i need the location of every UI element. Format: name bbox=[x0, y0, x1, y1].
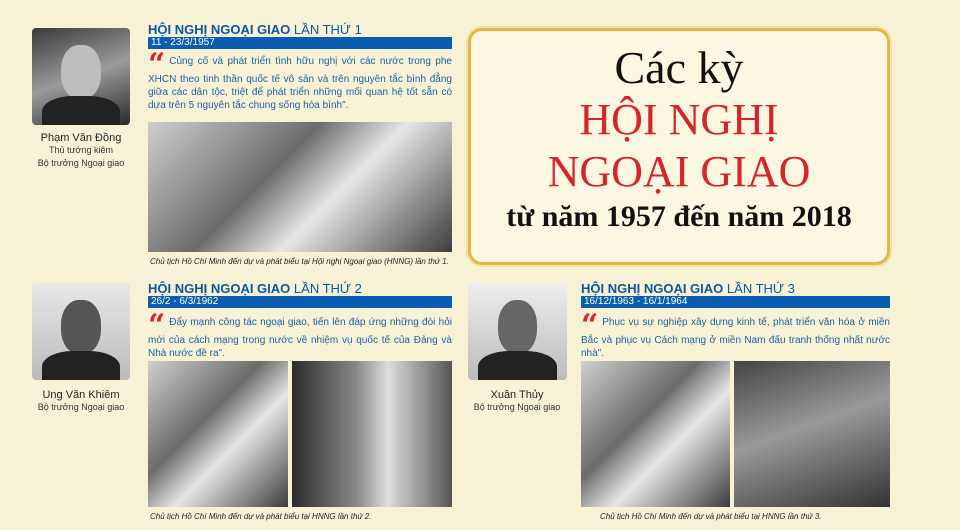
photo-caption: Chủ tịch Hồ Chí Minh đến dự và phát biểu tại HNNG lần thứ 3. bbox=[600, 512, 822, 521]
section-title: HỘI NGHỊ NGOẠI GIAO LẦN THỨ 3 bbox=[581, 281, 795, 296]
conference-2 bbox=[148, 281, 452, 360]
title-line-4: từ năm 1957 đến năm 2018 bbox=[506, 200, 852, 233]
person-role: Thủ tướng kiêm bbox=[49, 145, 113, 155]
photo-caption: Chủ tịch Hồ Chí Minh đến dự và phát biểu tại Hội nghị Ngoại giao (HNNG) lần thứ 1. bbox=[150, 257, 449, 266]
date-bar: 16/12/1963 - 16/1/1964 bbox=[581, 296, 890, 308]
conference-3 bbox=[581, 281, 890, 360]
title-box bbox=[468, 28, 890, 265]
photo-conference-3a bbox=[581, 361, 730, 507]
photo-conference-2b bbox=[292, 361, 452, 507]
photo-caption: Chủ tịch Hồ Chí Minh đến dự và phát biểu tại HNNG lần thứ 2. bbox=[150, 512, 372, 521]
portrait-pham-van-dong bbox=[32, 28, 130, 125]
quote: “ Phục vụ sự nghiệp xây dựng kinh tế, phát triển văn hóa ở miền Bắc và phục vụ Cách mạng ở miền Nam đấu tranh thống nhất nước nhà". bbox=[581, 308, 890, 359]
quote: “ Đẩy mạnh công tác ngoại giao, tiến lên đáp ứng những đòi hỏi mới của cách mạng trong nước về nhiệm vụ quốc tế của Đảng và Nhà nước đề ra". bbox=[148, 308, 452, 359]
person-role: Bộ trưởng Ngoại giao bbox=[37, 402, 125, 412]
title-line-3: NGOẠI GIAO bbox=[547, 147, 811, 196]
quote-icon: “ bbox=[581, 308, 599, 343]
photo-conference-3b bbox=[734, 361, 890, 507]
person-role: Bộ trưởng Ngoại giao bbox=[473, 402, 561, 412]
person-name: Xuân Thủy bbox=[490, 389, 544, 401]
portrait-ung-van-khiem bbox=[32, 283, 130, 380]
conference-1 bbox=[148, 22, 452, 112]
quote-icon: “ bbox=[148, 308, 166, 343]
person-role: Bộ trưởng Ngoại giao bbox=[37, 158, 125, 168]
title-line-1: Các kỳ bbox=[614, 42, 744, 93]
date-bar: 26/2 - 6/3/1962 bbox=[148, 296, 452, 308]
photo-conference-2a bbox=[148, 361, 288, 507]
person-name: Phạm Văn Đồng bbox=[40, 132, 122, 144]
date-bar: 11 - 23/3/1957 bbox=[148, 37, 452, 49]
section-title: HỘI NGHỊ NGOẠI GIAO LẦN THỨ 1 bbox=[148, 22, 362, 37]
quote: “ Củng cố và phát triển tình hữu nghị với các nước trong phe XHCN theo tinh thần quốc tế vô sản và trên nguyên tắc bình đẳng giữa các dân tộc, triệt để phát triển những mối quan hệ tốt sẵn có dựa trên 5 nguyên tắc chung sống hòa bình". bbox=[148, 47, 452, 111]
person-name: Ung Văn Khiêm bbox=[42, 389, 120, 401]
section-title: HỘI NGHỊ NGOẠI GIAO LẦN THỨ 2 bbox=[148, 281, 362, 296]
title-line-2: HỘI NGHỊ bbox=[579, 95, 779, 144]
portrait-xuan-thuy bbox=[468, 283, 567, 380]
photo-conference-1 bbox=[148, 122, 452, 252]
quote-icon: “ bbox=[148, 47, 166, 82]
